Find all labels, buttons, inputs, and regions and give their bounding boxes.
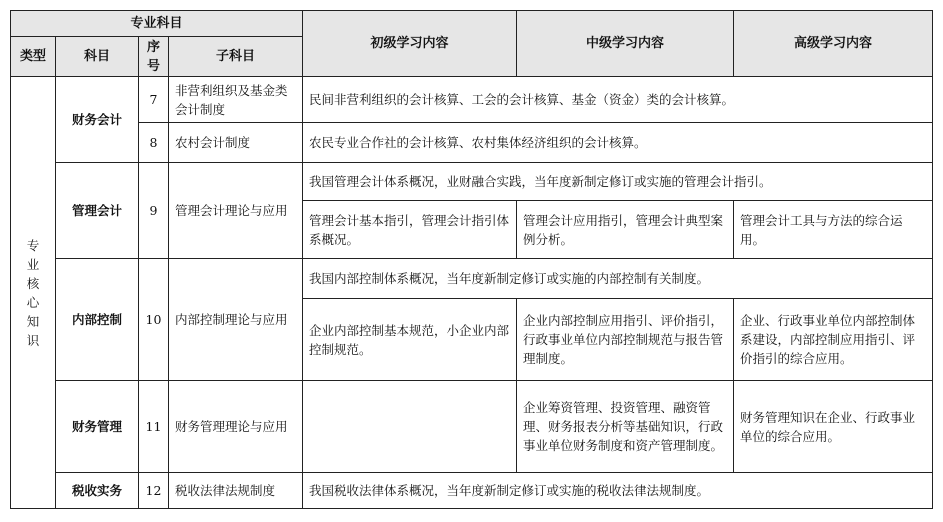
- content-advanced: 财务管理知识在企业、行政事业单位的综合应用。: [734, 381, 933, 473]
- content-intermediate: 企业筹资管理、投资管理、融资管理、财务报表分析等基础知识，行政事业单位财务制度和资产管理制度。: [517, 381, 734, 473]
- table-row: [11, 163, 933, 201]
- subsubject-cell: 税收法律法规制度: [169, 473, 303, 509]
- header-group: 专业科目: [11, 11, 303, 37]
- table-row: [11, 473, 933, 509]
- header-intermediate: 中级学习内容: [517, 11, 734, 77]
- subject-management-accounting: 管理会计: [56, 163, 139, 259]
- subsubject-cell: 农村会计制度: [169, 123, 303, 163]
- content-all-levels: 我国税收法律体系概况，当年度新制定修订或实施的税收法律法规制度。: [303, 473, 933, 509]
- subsubject-cell: 财务管理理论与应用: [169, 381, 303, 473]
- content-intermediate: 管理会计应用指引，管理会计典型案例分析。: [517, 201, 734, 259]
- table-row: [11, 123, 933, 163]
- table-row: [11, 259, 933, 299]
- content-all-levels: 我国管理会计体系概况，业财融合实践，当年度新制定修订或实施的管理会计指引。: [303, 163, 933, 201]
- content-advanced: 企业、行政事业单位内部控制体系建设，内部控制应用指引、评价指引的综合应用。: [734, 299, 933, 381]
- content-all-levels: 农民专业合作社的会计核算、农村集体经济组织的会计核算。: [303, 123, 933, 163]
- seq-cell: 8: [139, 123, 169, 163]
- subsubject-cell: 管理会计理论与应用: [169, 163, 303, 259]
- content-basic: 管理会计基本指引，管理会计指引体系概况。: [303, 201, 517, 259]
- subsubject-cell: 内部控制理论与应用: [169, 259, 303, 381]
- content-intermediate: 企业内部控制应用指引、评价指引，行政事业单位内部控制规范与报告管理制度。: [517, 299, 734, 381]
- subject-tax-practice: 税收实务: [56, 473, 139, 509]
- header-advanced: 高级学习内容: [734, 11, 933, 77]
- header-subject: 科目: [56, 37, 139, 77]
- subject-finance-accounting: 财务会计: [56, 77, 139, 163]
- content-advanced: 管理会计工具与方法的综合运用。: [734, 201, 933, 259]
- subject-financial-management: 财务管理: [56, 381, 139, 473]
- category-cell: 专业核心知识: [11, 77, 56, 509]
- content-basic: [303, 381, 517, 473]
- header-row-1: [11, 11, 933, 37]
- subject-internal-control: 内部控制: [56, 259, 139, 381]
- header-seq: 序号: [139, 37, 169, 77]
- header-subsubject: 子科目: [169, 37, 303, 77]
- table-row: [11, 381, 933, 473]
- header-type: 类型: [11, 37, 56, 77]
- seq-cell: 10: [139, 259, 169, 381]
- seq-cell: 11: [139, 381, 169, 473]
- seq-cell: 7: [139, 77, 169, 123]
- subsubject-cell: 非营利组织及基金类会计制度: [169, 77, 303, 123]
- seq-cell: 9: [139, 163, 169, 259]
- content-basic: 企业内部控制基本规范，小企业内部控制规范。: [303, 299, 517, 381]
- content-all-levels: 我国内部控制体系概况，当年度新制定修订或实施的内部控制有关制度。: [303, 259, 933, 299]
- seq-cell: 12: [139, 473, 169, 509]
- header-basic: 初级学习内容: [303, 11, 517, 77]
- content-all-levels: 民间非营利组织的会计核算、工会的会计核算、基金（资金）类的会计核算。: [303, 77, 933, 123]
- curriculum-table: [10, 10, 933, 509]
- table-row: [11, 77, 933, 123]
